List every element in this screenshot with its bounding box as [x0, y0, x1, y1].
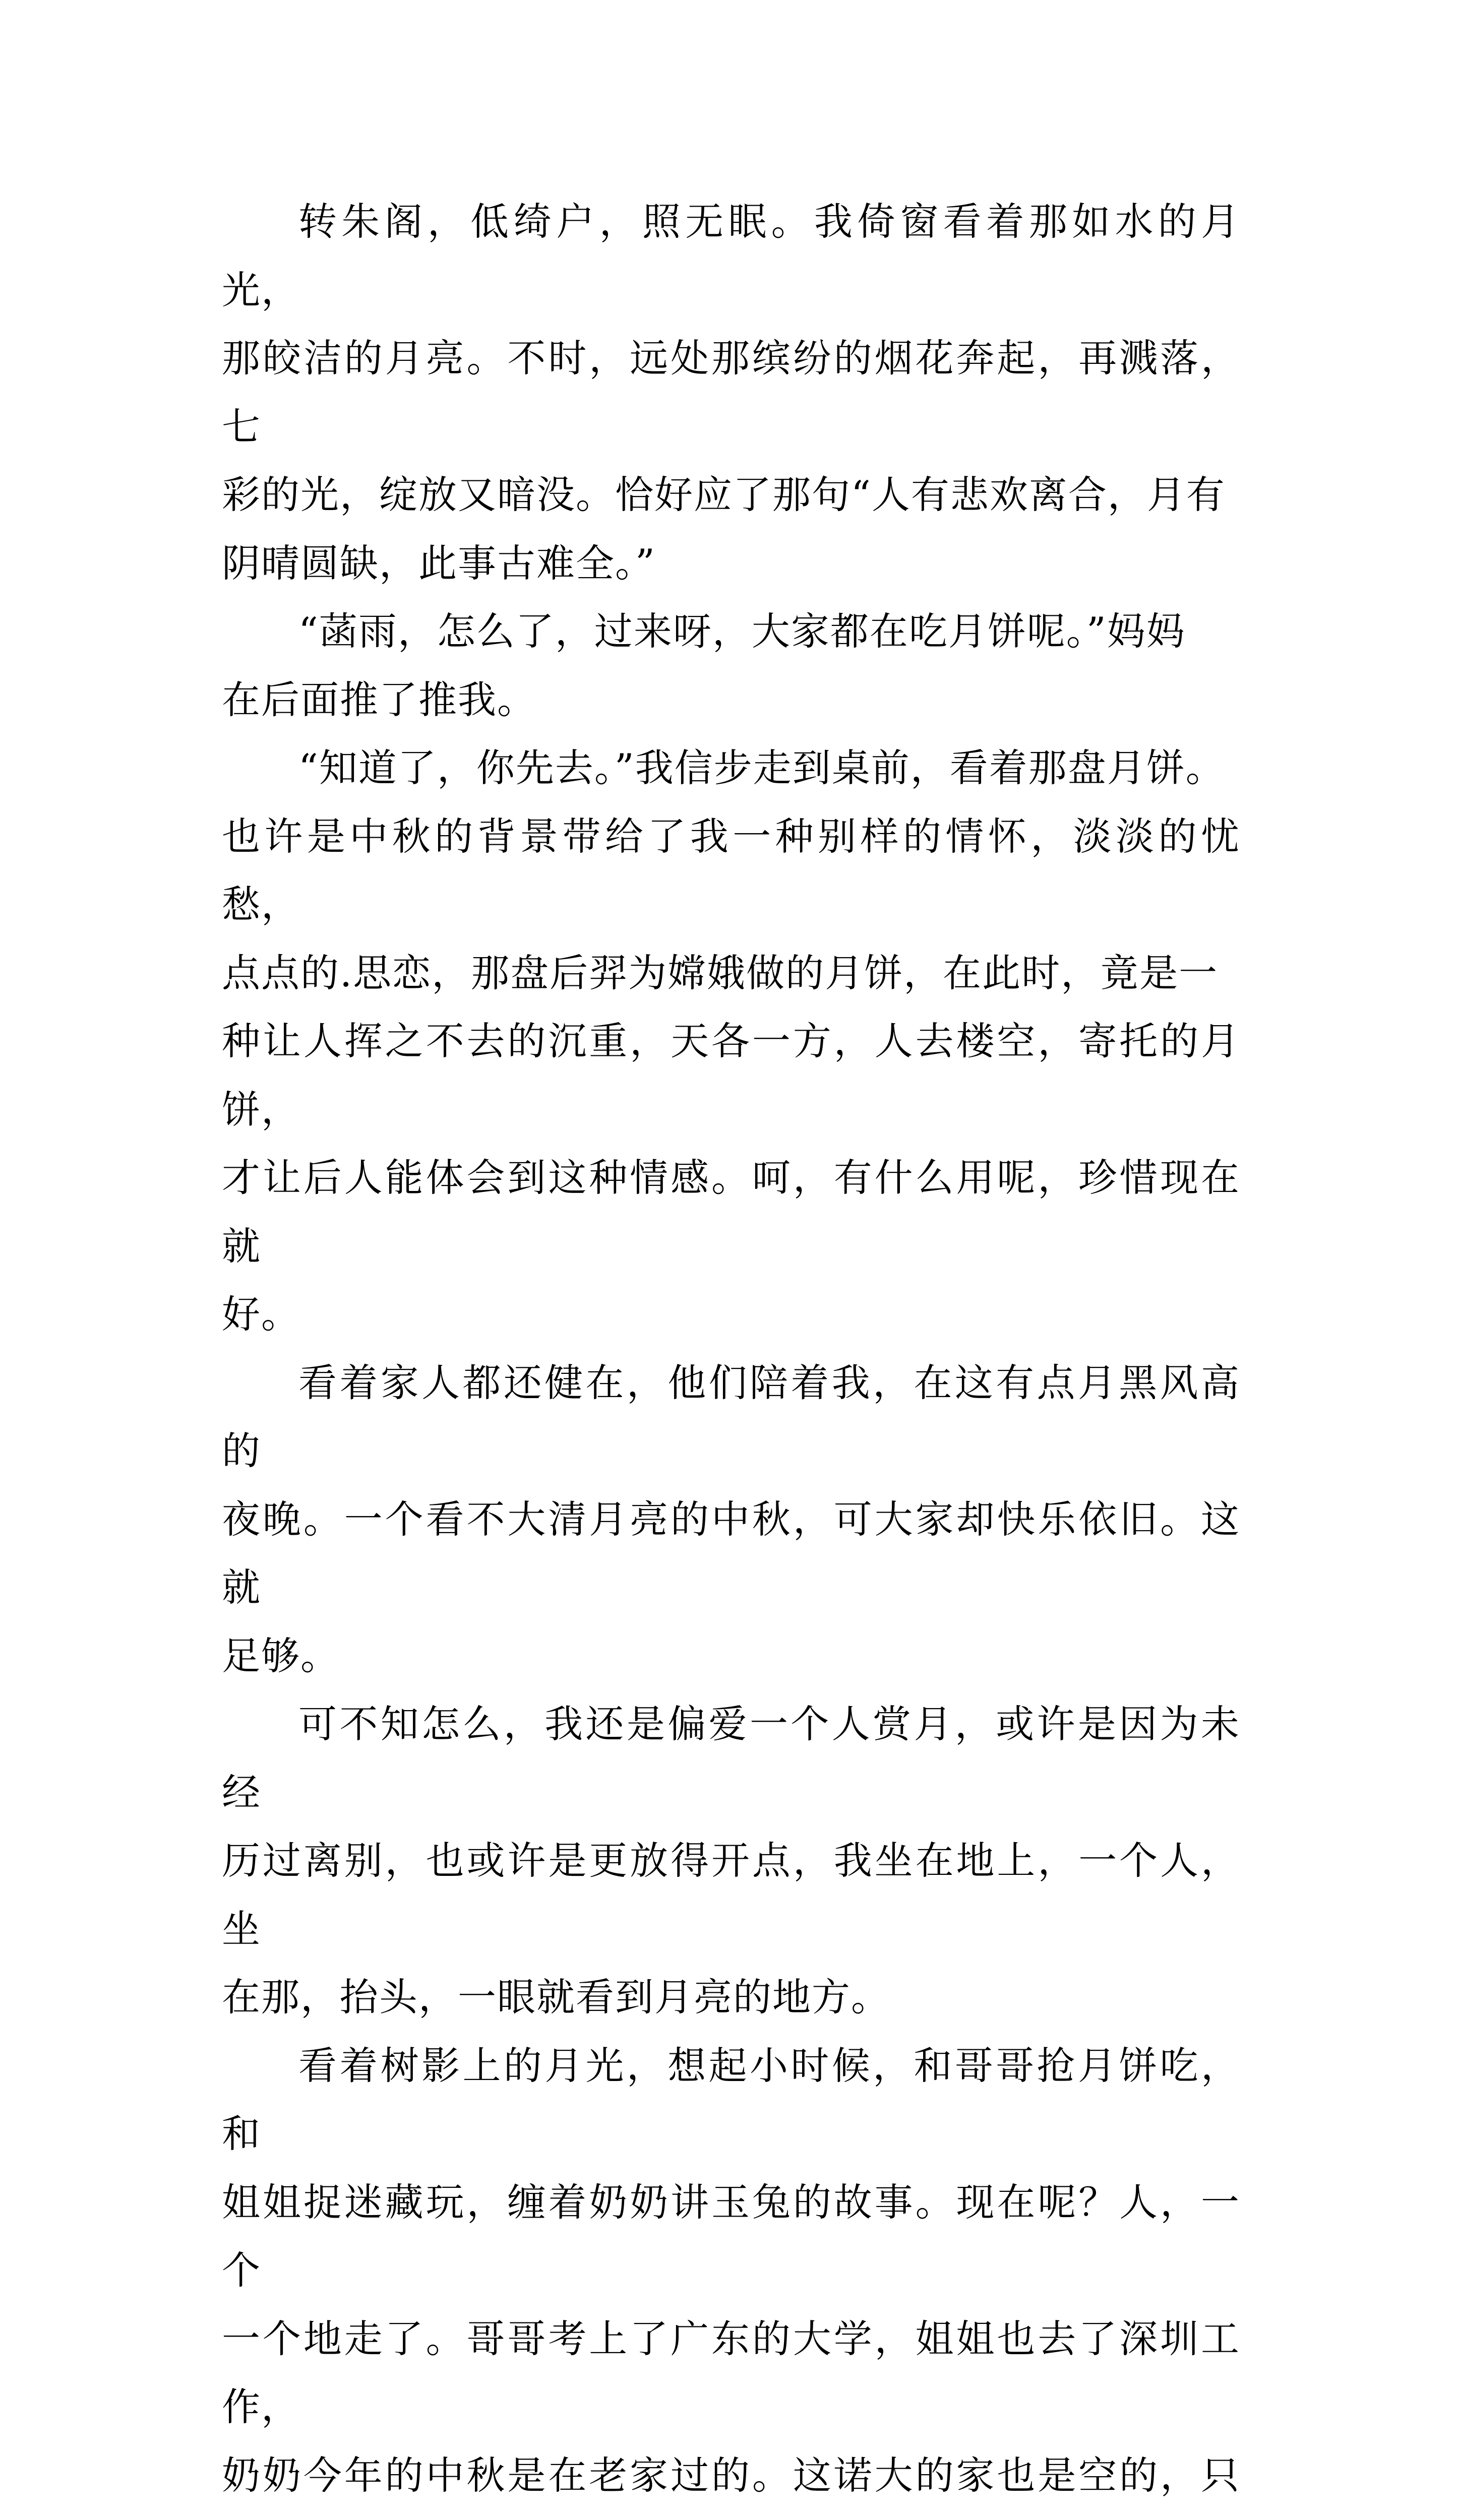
paragraph-3: “知道了，你先去。”我信步走到桌前，看着那盘月饼。 也许是中秋的背景带给了我一种别样的情怀，淡淡的忧愁， 点点的.思恋，那盘后羿为嫦娥做的月饼，在此时，竟是一 种让人挥之不去的沉重，天各一方，人去楼空，寄托的月饼， 才让后人能体会到这种情感。呵，有什么用呢，珍惜现在就 好。 [222, 734, 1240, 1349]
paragraph-5: 可不知怎么，我还是偏爱一个人赏月，或许是因为未经 历过离别，也或许是更放得开点，我坐在地上，一个人，坐 在那，抬头，一眼就看到月亮的地方。 [222, 1690, 1240, 2032]
paragraph-2: “菡雨，怎么了，过来呀，大家都在吃月饼呢。”妈妈 在后面推了推我。 [222, 597, 1240, 734]
document-body [222, 187, 1240, 2520]
paragraph-4: 看着家人都还健在，他们陪着我，在这有点月黑风高的 夜晚。一个看不大清月亮的中秋，可大家却快乐依旧。这就 足够。 [222, 1349, 1240, 1690]
paragraph-6: 看着树影上的月光，想起小时候，和哥哥抢月饼吃，和 姐姐捉迷藏玩，缠着奶奶讲玉兔的故事。现在呢？人，一个 一个地走了。哥哥考上了广东的大学，姐姐也去了深圳工作， 奶奶今年的中秋是在老家过的。这诺大的家也是空的，只 [222, 2032, 1240, 2520]
paragraph-1: 转朱阁，低绮户，照无眠。我倚窗看着那如水的月光， 那皎洁的月亮。不时，远处那缤纷的烟花奔起，再溅落，七 彩的光，绽放又暗没。恰好应了那句“人有悲欢离合，月有 阴晴圆缺，此事古难全。” [222, 187, 1240, 597]
